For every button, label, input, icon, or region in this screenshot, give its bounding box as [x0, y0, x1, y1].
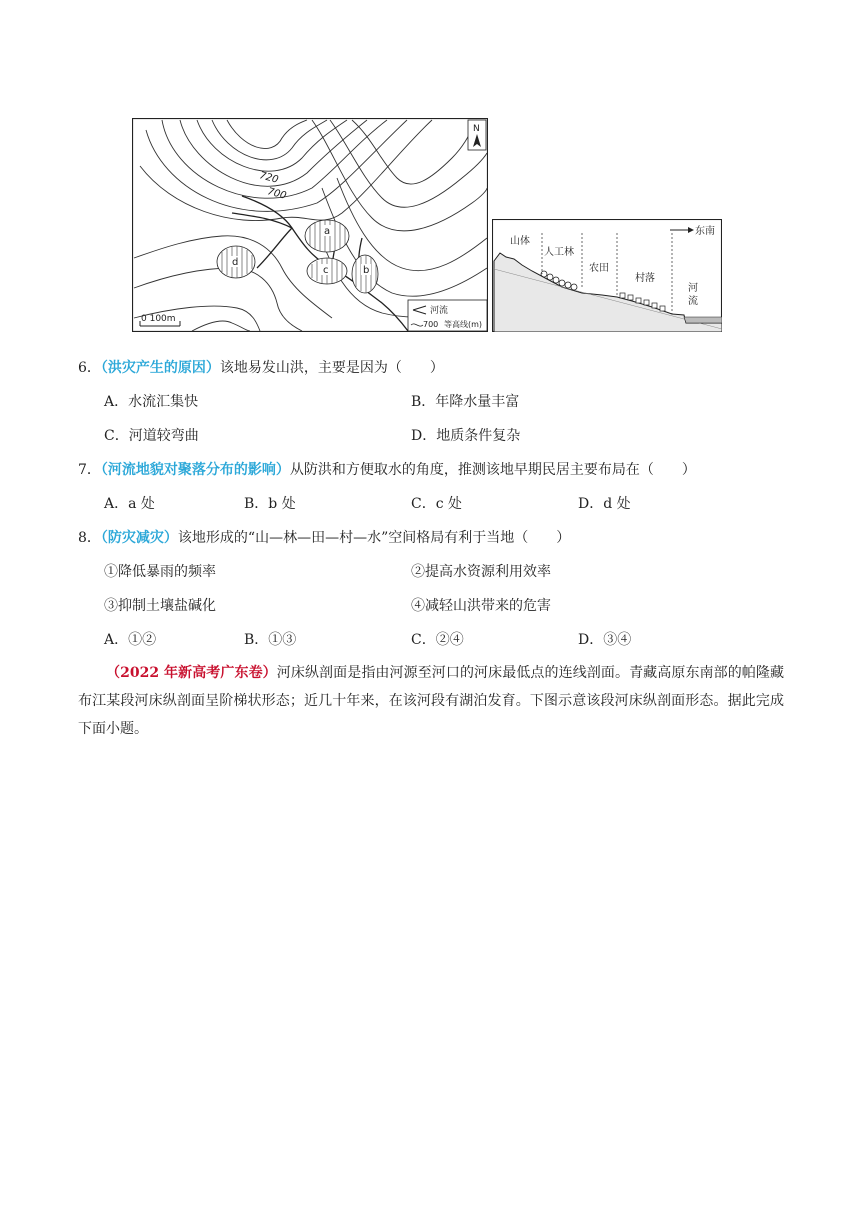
option-a[interactable]: A．水流汇集快	[104, 394, 199, 410]
question-topic-tag: （防灾减灾）	[100, 530, 178, 546]
question-number: 8．	[78, 530, 101, 546]
cross-section-profile-figure	[492, 219, 722, 332]
zone-label-village: 村落	[635, 273, 655, 284]
option-b[interactable]: B．①③	[244, 632, 297, 648]
contour-map-figure	[132, 118, 488, 332]
option-a[interactable]: A．①②	[104, 632, 157, 648]
option-c[interactable]: C．c 处	[411, 496, 463, 512]
legend-contour-label: 等高线(m)	[444, 320, 483, 329]
option-c[interactable]: C．河道较弯曲	[104, 428, 199, 444]
question-text: 该地易发山洪，主要是因为（ ）	[219, 360, 444, 376]
area-label-a: a	[324, 226, 331, 237]
zone-label-river-2: 流	[688, 296, 698, 307]
option-b[interactable]: B．年降水量丰富	[411, 394, 520, 410]
question-text: 该地形成的“山—林—田—村—水”空间格局有利于当地（ ）	[177, 530, 571, 546]
legend-river-label: 河流	[430, 306, 449, 316]
zone-label-river-1: 河	[688, 283, 698, 294]
option-b[interactable]: B．b 处	[244, 496, 296, 512]
area-label-c: c	[323, 265, 329, 276]
option-a[interactable]: A．a 处	[104, 496, 155, 512]
option-d[interactable]: D．d 处	[578, 496, 631, 512]
area-label-b: b	[363, 265, 370, 276]
question-number: 7．	[78, 462, 101, 478]
statement-4: ④减轻山洪带来的危害	[411, 598, 551, 614]
statement-2: ②提高水资源利用效率	[411, 564, 551, 580]
question-number: 6．	[78, 360, 101, 376]
question-7-stem	[78, 460, 696, 480]
contour-label-700: 700	[266, 186, 288, 202]
question-text: 从防洪和方便取水的角度，推测该地早期民居主要布局在（ ）	[289, 462, 696, 478]
contour-label-720: 720	[258, 170, 280, 186]
zone-label-mountain: 山体	[510, 236, 530, 247]
scale-label: 0 100m	[141, 314, 176, 324]
area-label-d: d	[232, 257, 239, 268]
statement-3: ③抑制土壤盐碱化	[104, 598, 216, 614]
option-c[interactable]: C．②④	[411, 632, 464, 648]
zone-label-farmland: 农田	[589, 263, 609, 274]
question-topic-tag: （河流地貌对聚落分布的影响）	[100, 462, 290, 478]
north-arrow	[468, 120, 486, 150]
zone-label-plantation: 人工林	[544, 247, 574, 258]
legend-contour-value: 700	[423, 320, 439, 329]
question-topic-tag: （洪灾产生的原因）	[100, 360, 220, 376]
passage-source: （2022 年新高考广东卷）	[106, 665, 277, 681]
question-6-stem	[78, 358, 444, 378]
reading-passage	[78, 659, 784, 743]
statement-1: ①降低暴雨的频率	[104, 564, 216, 580]
option-d[interactable]: D．地质条件复杂	[411, 428, 521, 444]
option-d[interactable]: D．③④	[578, 632, 632, 648]
direction-label: 东南	[695, 226, 715, 237]
passage-text: 河床纵剖面是指由河源至河口的河床最低点的连线剖面。青藏高原东南部的帕隆藏布江某段河床纵剖面呈阶梯状形态；近几十年来，在该河段有湖泊发育。下图示意该段河床纵剖面形态。据此完成下面小题。	[78, 665, 784, 737]
north-label: N	[473, 124, 480, 134]
question-8-stem	[78, 528, 570, 548]
map-legend	[408, 300, 487, 331]
